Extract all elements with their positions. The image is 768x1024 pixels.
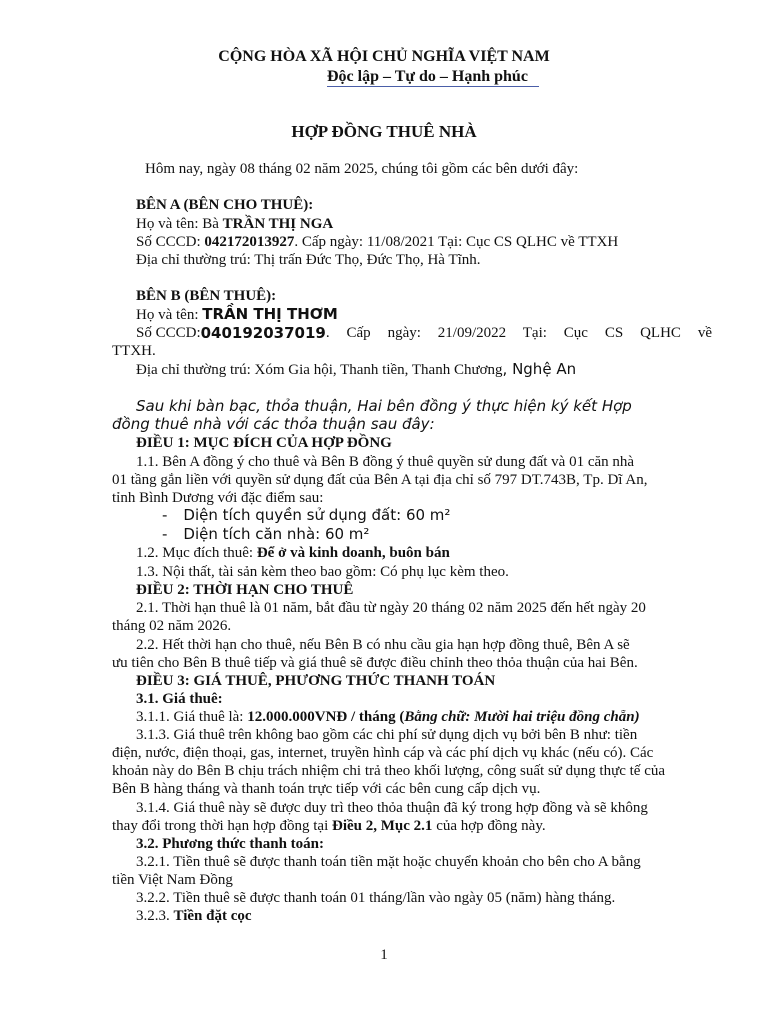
- article-2-heading: ĐIỀU 2: THỜI HẠN CHO THUÊ: [136, 582, 354, 598]
- p314-reference: Điều 2, Mục 2.1: [332, 818, 433, 834]
- party-a-name-label: Họ và tên: Bà: [136, 216, 223, 232]
- article-2-p2-line1: 2.2. Hết thời hạn cho thuê, nếu Bên B có nhu cầu gia hạn hợp đồng thuê, Bên A sẽ: [136, 637, 630, 653]
- article-3-p322: 3.2.2. Tiền thuê sẽ được thanh toán 01 tháng/lần vào ngày 05 (năm) hàng tháng.: [136, 890, 616, 906]
- bullet-item: [162, 525, 369, 543]
- bullet-item: [162, 506, 450, 524]
- p311-price: 12.000.000VNĐ / tháng (: [247, 709, 405, 725]
- section-3-1-heading: 3.1. Giá thuê:: [136, 691, 223, 707]
- article-2-p1-line2: tháng 02 năm 2026.: [112, 618, 232, 634]
- article-3-p313-line1: 3.1.3. Giá thuê trên không bao gồm các chi phí sử dụng dịch vụ bởi bên B như: tiền: [136, 727, 638, 743]
- article-1-p1-line3: tỉnh Bình Dương với đặc điểm sau:: [112, 490, 324, 506]
- party-a-id-line: [136, 233, 618, 251]
- motto-underline: [327, 86, 539, 87]
- article-2-p1-line1: 2.1. Thời hạn thuê là 01 năm, bắt đầu từ ngày 20 tháng 02 năm 2025 đến hết ngày 20: [136, 600, 646, 616]
- bullet-dash: -: [162, 506, 168, 524]
- national-motto: Độc lập – Tự do – Hạnh phúc: [327, 68, 528, 85]
- party-b-id-continued: TTXH.: [112, 343, 156, 359]
- article-1-p2-value: Để ở và kinh doanh, buôn bán: [256, 545, 450, 561]
- article-3-p323: [136, 907, 252, 925]
- article-2-p2-line2: ưu tiên cho Bên B thuê tiếp và giá thuê sẽ được điều chỉnh theo thỏa thuận của hai Bên.: [112, 655, 638, 671]
- article-3-p314-line2: [112, 817, 546, 835]
- party-b-name-label: Họ và tên:: [136, 307, 203, 323]
- party-b-id-rest: . Cấp ngày: 21/09/2022 Tại: Cục CS QLHC về: [325, 325, 712, 341]
- document-title: HỢP ĐỒNG THUÊ NHÀ: [291, 122, 477, 141]
- article-3-p314-line1: 3.1.4. Giá thuê này sẽ được duy trì theo thỏa thuận đã ký trong hợp đồng và sẽ không: [136, 800, 648, 816]
- intro-text: Hôm nay, ngày 08 tháng 02 năm 2025, chúng tôi gồm các bên dưới đây:: [145, 161, 579, 177]
- party-b-id-line: [136, 324, 712, 342]
- party-a-id-rest: . Cấp ngày: 11/08/2021 Tại: Cục CS QLHC về TTXH: [294, 234, 619, 250]
- party-a-id-label: Số CCCD:: [136, 234, 205, 250]
- article-1-heading: ĐIỀU 1: MỤC ĐÍCH CỦA HỢP ĐỒNG: [136, 435, 392, 451]
- article-3-p321-line2: tiền Việt Nam Đồng: [112, 872, 233, 888]
- party-b-address-line: [136, 360, 576, 379]
- party-a-name-line: [136, 215, 333, 233]
- p323-label: 3.2.3.: [136, 908, 174, 924]
- party-b-heading: BÊN B (BÊN THUÊ):: [136, 288, 277, 304]
- party-a-heading: BÊN A (BÊN CHO THUÊ):: [136, 197, 314, 213]
- party-b-address: Địa chỉ thường trú: Xóm Gia hội, Thanh tiền, Thanh Chương: [136, 362, 503, 378]
- article-3-heading: ĐIỀU 3: GIÁ THUÊ, PHƯƠNG THỨC THANH TOÁN: [136, 673, 496, 689]
- p311-words: Bằng chữ: Mười hai triệu đồng chẵn): [404, 709, 640, 725]
- p311-label: 3.1.1. Giá thuê là:: [136, 709, 248, 725]
- party-b-address-tail: , Nghệ An: [502, 360, 577, 378]
- article-1-p1-line1: 1.1. Bên A đồng ý cho thuê và Bên B đồng ý thuê quyền sử dung đất và 01 căn nhà: [136, 454, 635, 470]
- agreement-line-1: Sau khi bàn bạc, thỏa thuận, Hai bên đồng ý thực hiện ký kết Hợp: [136, 397, 632, 415]
- bullet-dash: -: [162, 525, 168, 543]
- party-b-id: 040192037019: [200, 324, 326, 342]
- party-b-id-label: Số CCCD:: [136, 325, 201, 341]
- national-title: CỘNG HÒA XÃ HỘI CHỦ NGHĨA VIỆT NAM: [218, 48, 550, 65]
- party-b-name-line: [136, 305, 338, 324]
- p314-text-a: thay đổi trong thời hạn hợp đồng tại: [112, 818, 333, 834]
- article-3-p321-line1: 3.2.1. Tiền thuê sẽ được thanh toán tiền mặt hoặc chuyển khoản cho bên cho A bằng: [136, 854, 641, 870]
- party-b-name: TRẦN THỊ THƠM: [202, 305, 338, 323]
- article-1-p1-line2: 01 tầng gắn liền với quyền sử dụng đất của Bên A tại địa chỉ số 797 DT.743B, Tp. Dĩ An,: [112, 472, 648, 488]
- article-3-p313-line4: Bên B hàng tháng và thanh toán trực tiếp với các bên cung cấp dịch vụ.: [112, 781, 541, 797]
- article-1-p2: [136, 544, 450, 562]
- article-3-p313-line3: khoản này do Bên B chịu trách nhiệm chi trả theo khối lượng, công suất sử dụng thực tế của: [112, 763, 666, 779]
- bullet-text: Diện tích căn nhà: 60 m²: [183, 525, 370, 543]
- article-3-p311: [136, 708, 640, 726]
- article-1-p2-label: 1.2. Mục đích thuê:: [136, 545, 257, 561]
- bullet-text: Diện tích quyền sử dụng đất: 60 m²: [183, 506, 451, 524]
- agreement-line-2: đồng thuê nhà với các thỏa thuận sau đây:: [112, 415, 435, 433]
- section-3-2-heading: 3.2. Phương thức thanh toán:: [136, 836, 325, 852]
- party-a-name: TRẦN THỊ NGA: [222, 216, 334, 232]
- party-a-id: 042172013927: [204, 234, 295, 250]
- p314-text-c: của hợp đồng này.: [432, 818, 546, 834]
- party-a-address: Địa chỉ thường trú: Thị trấn Đức Thọ, Đức Thọ, Hà Tĩnh.: [136, 252, 481, 268]
- article-1-p3: 1.3. Nội thất, tài sản kèm theo bao gồm: Có phụ lục kèm theo.: [136, 564, 509, 580]
- page-number: 1: [380, 947, 388, 963]
- article-3-p313-line2: điện, nước, điện thoại, gas, internet, truyền hình cáp và các phí dịch vụ khác (nếu có). Các: [112, 745, 654, 761]
- p323-value: Tiền đặt cọc: [173, 908, 252, 924]
